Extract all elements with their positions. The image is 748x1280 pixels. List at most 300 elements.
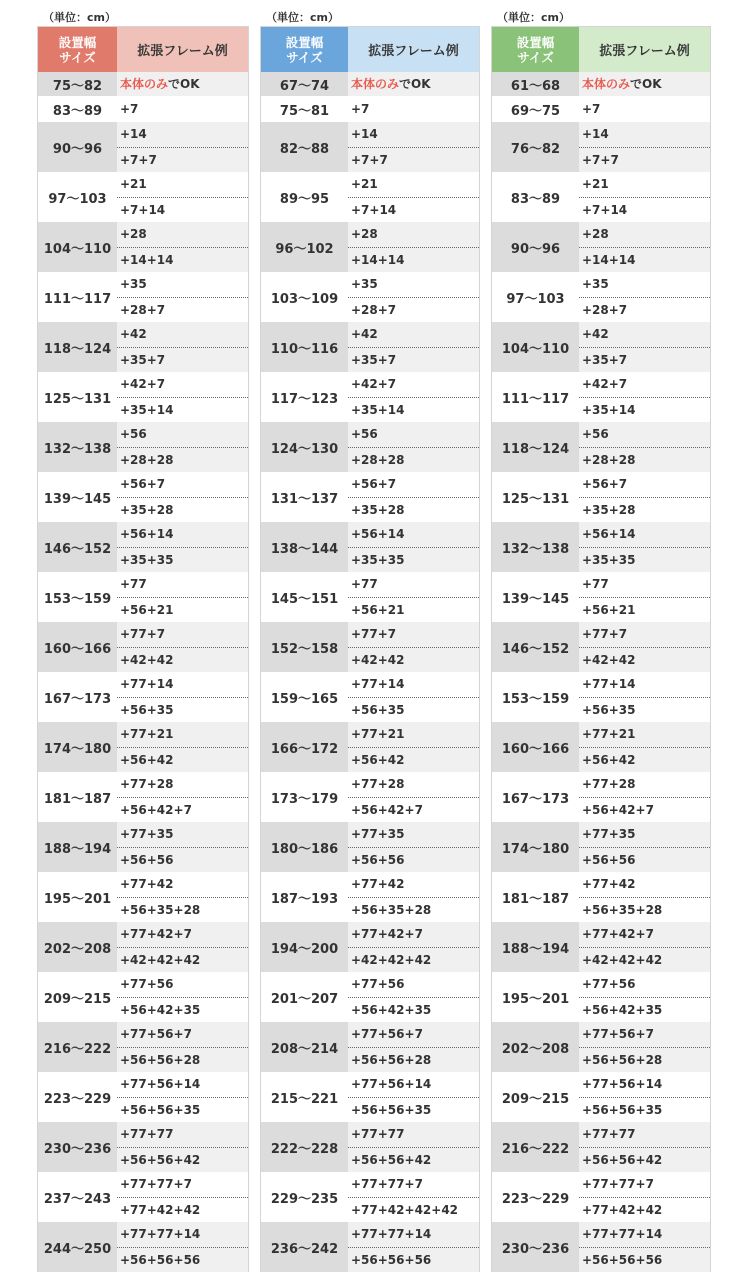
- example-cell: [348, 572, 479, 622]
- frame-combo: +77+77: [582, 1127, 636, 1141]
- table-row: [492, 1222, 710, 1272]
- example-cell: [348, 772, 479, 822]
- size-cell: 104〜110: [492, 322, 579, 372]
- frame-combo: +77+7: [120, 627, 166, 641]
- size-table-1: [37, 9, 249, 1272]
- frame-combo: +77: [351, 577, 378, 591]
- header-size: 設置幅 サイズ: [492, 27, 579, 72]
- frame-combo: +77+56: [582, 977, 636, 991]
- example-cell: [117, 572, 248, 622]
- header-example: 拡張フレーム例: [348, 27, 479, 72]
- frame-combo: +56+56+42: [117, 1147, 248, 1172]
- size-cell: 75〜82: [38, 72, 117, 96]
- table-row: [261, 322, 479, 372]
- size-cell: 96〜102: [261, 222, 348, 272]
- frame-combo: +77+42+7: [582, 927, 654, 941]
- frame-combo: +77+42: [582, 877, 636, 891]
- frame-combo: +56+21: [117, 597, 248, 622]
- example-cell: [348, 172, 479, 222]
- size-cell: 216〜222: [492, 1122, 579, 1172]
- size-cell: 187〜193: [261, 872, 348, 922]
- example-cell: [579, 172, 710, 222]
- frame-combo: +35+14: [117, 397, 248, 422]
- example-cell: [579, 422, 710, 472]
- table-row: [492, 972, 710, 1022]
- frame-combo: +77+42: [120, 877, 174, 891]
- size-cell: 110〜116: [261, 322, 348, 372]
- table-row: [261, 1222, 479, 1272]
- example-cell: [348, 872, 479, 922]
- example-cell: [117, 1072, 248, 1122]
- size-cell: 139〜145: [492, 572, 579, 622]
- table-row: [492, 1022, 710, 1072]
- example-cell: [579, 522, 710, 572]
- size-cell: 166〜172: [261, 722, 348, 772]
- size-cell: 125〜131: [38, 372, 117, 422]
- example-cell: [117, 722, 248, 772]
- size-cell: 97〜103: [38, 172, 117, 222]
- table-row-first: [38, 72, 248, 96]
- frame-combo: +35+14: [348, 397, 479, 422]
- example-cell: [579, 922, 710, 972]
- table-row: [38, 96, 248, 122]
- frame-combo: +7+7: [348, 147, 479, 172]
- size-cell: 132〜138: [38, 422, 117, 472]
- frame-combo: +56: [351, 427, 378, 441]
- size-cell: 97〜103: [492, 272, 579, 322]
- frame-combo: +56: [582, 427, 609, 441]
- example-cell: [579, 572, 710, 622]
- table-row: [38, 822, 248, 872]
- size-cell: 188〜194: [492, 922, 579, 972]
- size-cell: 167〜173: [38, 672, 117, 722]
- size-cell: 237〜243: [38, 1172, 117, 1222]
- size-cell: 202〜208: [492, 1022, 579, 1072]
- table-row-first: [492, 72, 710, 96]
- example-cell: [117, 222, 248, 272]
- example-cell: [117, 872, 248, 922]
- frame-combo: +28: [351, 227, 378, 241]
- size-cell: 82〜88: [261, 122, 348, 172]
- size-cell: 201〜207: [261, 972, 348, 1022]
- example-cell: [348, 472, 479, 522]
- size-cell: 89〜95: [261, 172, 348, 222]
- header-size: 設置幅 サイズ: [261, 27, 348, 72]
- frame-combo: +77+14: [582, 677, 636, 691]
- size-cell: 181〜187: [38, 772, 117, 822]
- table-row: [38, 772, 248, 822]
- size-cell: 181〜187: [492, 872, 579, 922]
- example-cell: [579, 1072, 710, 1122]
- example-cell: [117, 672, 248, 722]
- table-header: [37, 26, 249, 72]
- frame-combo: +56+35: [348, 697, 479, 722]
- size-cell: 153〜159: [492, 672, 579, 722]
- frame-combo: +77+14: [351, 677, 405, 691]
- example-cell: [579, 722, 710, 772]
- example-cell: [348, 372, 479, 422]
- frame-combo: +7: [351, 102, 370, 116]
- frame-combo: +77+77+7: [351, 1177, 423, 1191]
- size-cell: 90〜96: [38, 122, 117, 172]
- frame-combo: +56+42+35: [117, 997, 248, 1022]
- size-cell: 145〜151: [261, 572, 348, 622]
- frame-combo: +35+7: [579, 347, 710, 372]
- table-row: [492, 772, 710, 822]
- example-cell: [117, 522, 248, 572]
- example-cell: [117, 122, 248, 172]
- frame-combo: +56+21: [579, 597, 710, 622]
- frame-combo: +56+14: [120, 527, 174, 541]
- table-row: [38, 572, 248, 622]
- frame-combo: +14+14: [348, 247, 479, 272]
- example-cell: [348, 422, 479, 472]
- table-row: [38, 1172, 248, 1222]
- frame-combo: +14: [582, 127, 609, 141]
- frame-combo: +77+56+7: [582, 1027, 654, 1041]
- ok-text-rest: でOK: [630, 77, 662, 91]
- table-row: [38, 122, 248, 172]
- size-cell: 132〜138: [492, 522, 579, 572]
- frame-combo: +28+7: [579, 297, 710, 322]
- table-row: [38, 922, 248, 972]
- size-cell: 173〜179: [261, 772, 348, 822]
- frame-combo: +77+42+42+42: [348, 1197, 479, 1222]
- size-cell: 146〜152: [38, 522, 117, 572]
- frame-combo: +28+28: [348, 447, 479, 472]
- example-cell: [117, 472, 248, 522]
- frame-combo: +77+21: [351, 727, 405, 741]
- frame-combo: +35: [582, 277, 609, 291]
- size-cell: 195〜201: [492, 972, 579, 1022]
- size-cell: 244〜250: [38, 1222, 117, 1272]
- example-cell: [348, 922, 479, 972]
- table-row: [38, 372, 248, 422]
- ok-text-rest: でOK: [399, 77, 431, 91]
- table-row: [492, 96, 710, 122]
- example-cell: [579, 272, 710, 322]
- frame-combo: +42: [351, 327, 378, 341]
- frame-combo: +56+35+28: [579, 897, 710, 922]
- size-cell: 139〜145: [38, 472, 117, 522]
- frame-combo: +77+56+7: [120, 1027, 192, 1041]
- example-cell: [117, 372, 248, 422]
- frame-combo: +35+35: [348, 547, 479, 572]
- frame-combo: +56+35+28: [348, 897, 479, 922]
- table-row: [261, 272, 479, 322]
- example-cell: [348, 322, 479, 372]
- frame-combo: +77+56+7: [351, 1027, 423, 1041]
- table-row: [38, 522, 248, 572]
- size-cell: 159〜165: [261, 672, 348, 722]
- frame-combo: +77+77: [351, 1127, 405, 1141]
- size-cell: 104〜110: [38, 222, 117, 272]
- size-cell: 118〜124: [492, 422, 579, 472]
- frame-combo: +35+7: [117, 347, 248, 372]
- size-cell: 160〜166: [38, 622, 117, 672]
- example-cell: [117, 72, 248, 96]
- table-row: [38, 622, 248, 672]
- table-row: [38, 222, 248, 272]
- table-row: [261, 172, 479, 222]
- ok-text: [117, 72, 248, 96]
- frame-combo: +35+35: [579, 547, 710, 572]
- frame-combo: +42+7: [582, 377, 628, 391]
- frame-combo: +42+42+42: [117, 947, 248, 972]
- frame-combo: +77+42+42: [579, 1197, 710, 1222]
- example-cell: [579, 1022, 710, 1072]
- frame-combo: +56+56+35: [579, 1097, 710, 1122]
- frame-combo: +77+42: [351, 877, 405, 891]
- table-row: [261, 1072, 479, 1122]
- table-row: [492, 622, 710, 672]
- table-row: [492, 322, 710, 372]
- frame-combo: +56+56+56: [117, 1247, 248, 1272]
- frame-combo: +14: [351, 127, 378, 141]
- frame-combo: +77+42+42: [117, 1197, 248, 1222]
- frame-combo: +21: [120, 177, 147, 191]
- frame-combo: +77+35: [351, 827, 405, 841]
- frame-combo: +77+56: [120, 977, 174, 991]
- frame-combo: +77+7: [351, 627, 397, 641]
- table-row: [492, 1122, 710, 1172]
- example-cell: [117, 322, 248, 372]
- size-cell: 111〜117: [492, 372, 579, 422]
- table-row: [38, 672, 248, 722]
- size-cell: 208〜214: [261, 1022, 348, 1072]
- example-cell: [579, 822, 710, 872]
- example-cell: [579, 972, 710, 1022]
- frame-combo: +21: [582, 177, 609, 191]
- frame-combo: +56+14: [582, 527, 636, 541]
- example-cell: [579, 672, 710, 722]
- table-row: [492, 722, 710, 772]
- size-cell: 160〜166: [492, 722, 579, 772]
- size-cell: 209〜215: [38, 972, 117, 1022]
- frame-combo: +77: [582, 577, 609, 591]
- frame-combo: +42+42+42: [579, 947, 710, 972]
- frame-combo: +42+42: [579, 647, 710, 672]
- size-cell: 153〜159: [38, 572, 117, 622]
- frame-combo: +42+42: [348, 647, 479, 672]
- frame-combo: +42: [582, 327, 609, 341]
- size-cell: 195〜201: [38, 872, 117, 922]
- table-body: [37, 72, 249, 1272]
- example-cell: [117, 272, 248, 322]
- example-cell: [117, 772, 248, 822]
- ok-text-rest: でOK: [168, 77, 200, 91]
- example-cell: [117, 1222, 248, 1272]
- size-cell: 75〜81: [261, 96, 348, 122]
- size-cell: 103〜109: [261, 272, 348, 322]
- example-cell: [579, 772, 710, 822]
- table-row: [38, 322, 248, 372]
- table-row: [261, 422, 479, 472]
- example-cell: [117, 622, 248, 672]
- frame-combo: +56+42+35: [348, 997, 479, 1022]
- frame-combo: +56+35: [117, 697, 248, 722]
- size-cell: 67〜74: [261, 72, 348, 96]
- size-cell: 229〜235: [261, 1172, 348, 1222]
- size-cell: 223〜229: [492, 1172, 579, 1222]
- size-cell: 174〜180: [38, 722, 117, 772]
- table-row: [261, 722, 479, 772]
- table-row: [492, 572, 710, 622]
- example-cell: [117, 422, 248, 472]
- example-cell: [579, 1122, 710, 1172]
- frame-combo: +28: [120, 227, 147, 241]
- size-cell: 230〜236: [492, 1222, 579, 1272]
- frame-combo: +56+21: [348, 597, 479, 622]
- example-cell: [117, 1022, 248, 1072]
- table-row: [38, 872, 248, 922]
- size-cell: 222〜228: [261, 1122, 348, 1172]
- example-cell: [348, 272, 479, 322]
- frame-combo: +77+77+14: [351, 1227, 432, 1241]
- table-header: [491, 26, 711, 72]
- size-cell: 174〜180: [492, 822, 579, 872]
- frame-combo: +77+28: [120, 777, 174, 791]
- size-cell: 188〜194: [38, 822, 117, 872]
- table-row: [261, 622, 479, 672]
- frame-combo: +56+56+56: [579, 1247, 710, 1272]
- size-cell: 209〜215: [492, 1072, 579, 1122]
- frame-combo: +77+56: [351, 977, 405, 991]
- frame-combo: +77+28: [351, 777, 405, 791]
- table-row: [492, 172, 710, 222]
- frame-combo: +56+56+42: [348, 1147, 479, 1172]
- frame-combo: +77+77+14: [582, 1227, 663, 1241]
- ok-text: [579, 72, 710, 96]
- frame-combo: +56+56+28: [117, 1047, 248, 1072]
- table-row: [261, 772, 479, 822]
- size-table-3: [491, 9, 711, 1272]
- example-cell: [579, 222, 710, 272]
- size-cell: 69〜75: [492, 96, 579, 122]
- example-cell: [348, 72, 479, 96]
- frame-combo: +56+56+35: [117, 1097, 248, 1122]
- size-cell: 230〜236: [38, 1122, 117, 1172]
- frame-combo: +28+7: [117, 297, 248, 322]
- frame-combo: +77+42+7: [120, 927, 192, 941]
- example-cell: [348, 722, 479, 772]
- size-cell: 138〜144: [261, 522, 348, 572]
- frame-combo: +42+42+42: [348, 947, 479, 972]
- example-cell: [348, 1172, 479, 1222]
- example-cell: [579, 122, 710, 172]
- size-cell: 117〜123: [261, 372, 348, 422]
- size-table-2: [260, 9, 480, 1272]
- table-row: [38, 1022, 248, 1072]
- frame-combo: +28+7: [348, 297, 479, 322]
- frame-combo: +35: [120, 277, 147, 291]
- frame-combo: +56+35+28: [117, 897, 248, 922]
- frame-combo: +77+35: [582, 827, 636, 841]
- frame-combo: +77+77+14: [120, 1227, 201, 1241]
- example-cell: [348, 1022, 479, 1072]
- table-row: [261, 472, 479, 522]
- frame-combo: +77+7: [582, 627, 628, 641]
- size-cell: 216〜222: [38, 1022, 117, 1072]
- example-cell: [117, 1172, 248, 1222]
- example-cell: [579, 96, 710, 122]
- frame-combo: +28+28: [117, 447, 248, 472]
- frame-combo: +56+42: [579, 747, 710, 772]
- table-row: [38, 1122, 248, 1172]
- frame-combo: +7: [582, 102, 601, 116]
- frame-combo: +77+21: [120, 727, 174, 741]
- frame-combo: +35+28: [117, 497, 248, 522]
- frame-combo: +7+7: [117, 147, 248, 172]
- example-cell: [579, 622, 710, 672]
- frame-combo: +7+7: [579, 147, 710, 172]
- example-cell: [348, 972, 479, 1022]
- example-cell: [117, 822, 248, 872]
- example-cell: [348, 1122, 479, 1172]
- ok-text-red: 本体のみ: [582, 77, 631, 91]
- table-row: [492, 372, 710, 422]
- example-cell: [117, 96, 248, 122]
- frame-combo: +42+7: [351, 377, 397, 391]
- frame-combo: +56+42+7: [348, 797, 479, 822]
- ok-text-red: 本体のみ: [351, 77, 400, 91]
- frame-combo: +77+56+14: [351, 1077, 432, 1091]
- frame-combo: +77+77: [120, 1127, 174, 1141]
- frame-combo: +77+42+7: [351, 927, 423, 941]
- frame-combo: +14+14: [579, 247, 710, 272]
- frame-combo: +77+21: [582, 727, 636, 741]
- frame-combo: +56+56+42: [579, 1147, 710, 1172]
- table-row: [492, 522, 710, 572]
- example-cell: [348, 222, 479, 272]
- ok-text-red: 本体のみ: [120, 77, 169, 91]
- frame-combo: +28: [582, 227, 609, 241]
- header-size: 設置幅 サイズ: [38, 27, 117, 72]
- frame-combo: +77: [120, 577, 147, 591]
- table-row: [38, 1072, 248, 1122]
- size-cell: 167〜173: [492, 772, 579, 822]
- size-cell: 215〜221: [261, 1072, 348, 1122]
- table-row: [38, 722, 248, 772]
- frame-combo: +77+56+14: [120, 1077, 201, 1091]
- ok-text: [348, 72, 479, 96]
- table-row: [492, 1172, 710, 1222]
- frame-combo: +56+56+28: [579, 1047, 710, 1072]
- example-cell: [348, 522, 479, 572]
- example-cell: [348, 1072, 479, 1122]
- table-row: [492, 222, 710, 272]
- size-cell: 202〜208: [38, 922, 117, 972]
- table-row: [261, 572, 479, 622]
- table-row: [492, 672, 710, 722]
- frame-combo: +56+7: [120, 477, 166, 491]
- example-cell: [348, 96, 479, 122]
- frame-combo: +56+7: [351, 477, 397, 491]
- size-cell: 124〜130: [261, 422, 348, 472]
- table-row: [38, 472, 248, 522]
- table-row: [38, 1222, 248, 1272]
- frame-combo: +56+42+7: [117, 797, 248, 822]
- example-cell: [117, 1122, 248, 1172]
- frame-combo: +35+14: [579, 397, 710, 422]
- frame-combo: +35+35: [117, 547, 248, 572]
- frame-combo: +77+35: [120, 827, 174, 841]
- table-row: [261, 222, 479, 272]
- size-cell: 180〜186: [261, 822, 348, 872]
- example-cell: [579, 72, 710, 96]
- frame-combo: +77+56+14: [582, 1077, 663, 1091]
- frame-combo: +56+42+35: [579, 997, 710, 1022]
